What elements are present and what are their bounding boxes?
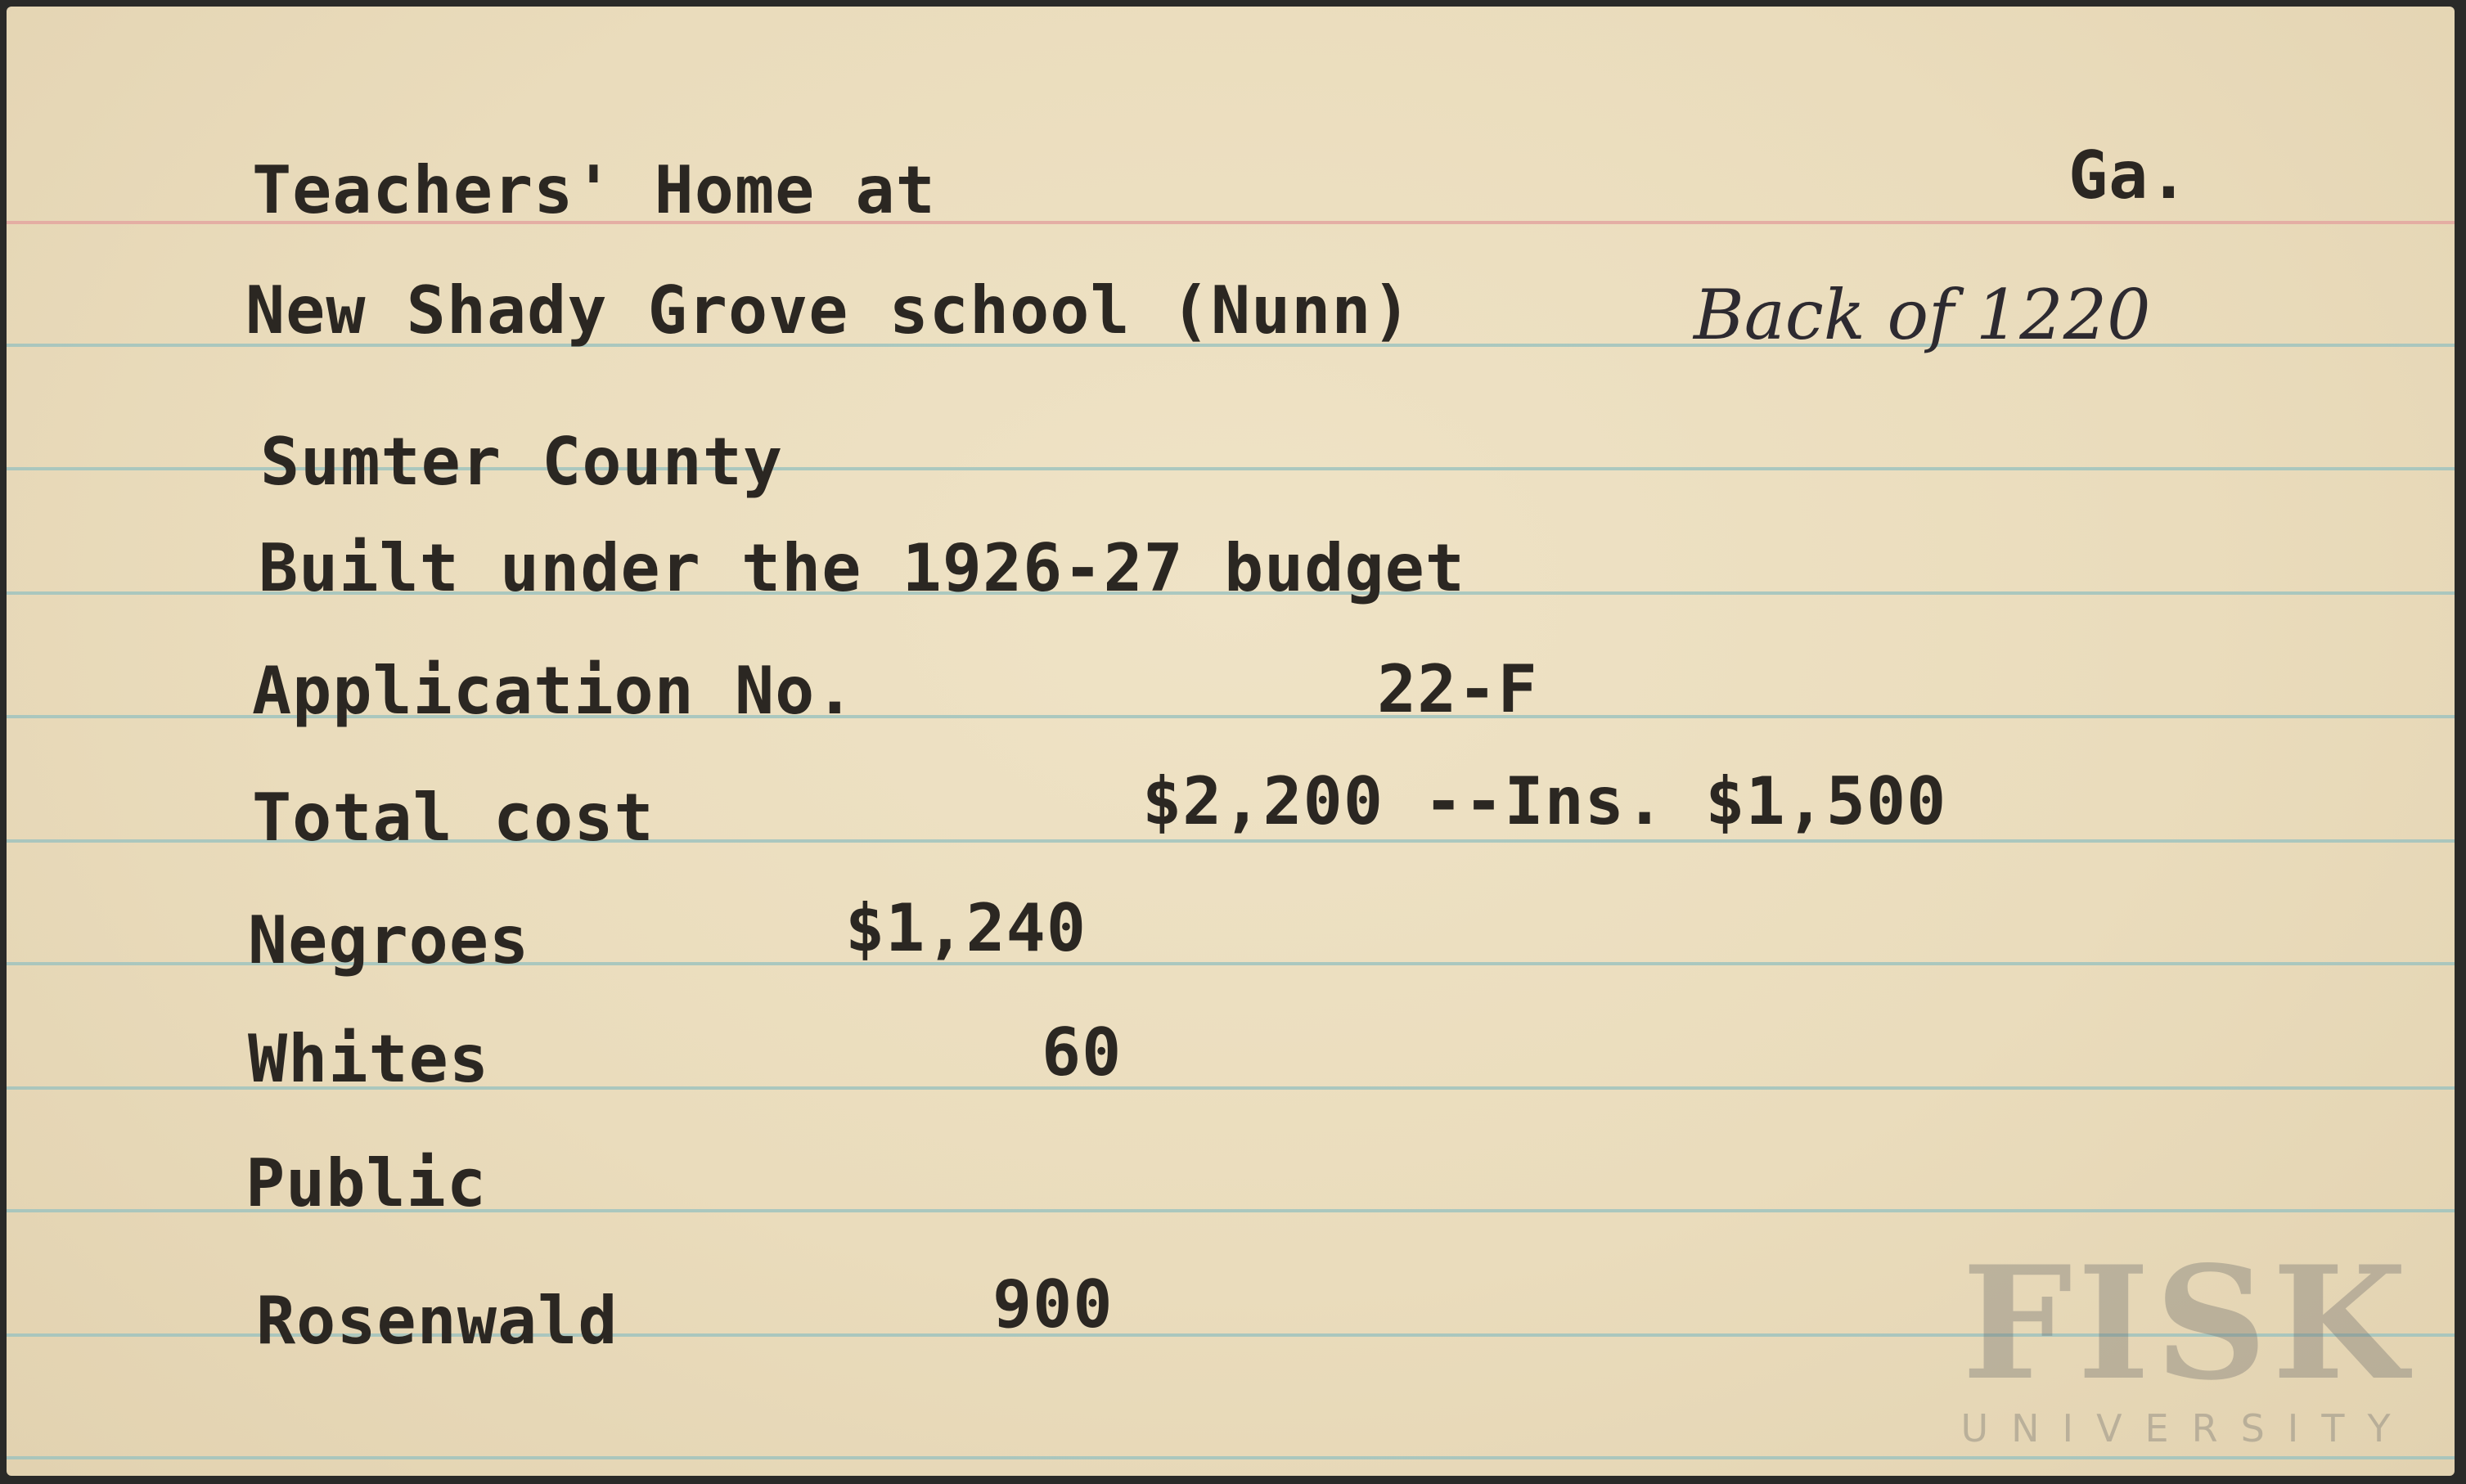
- application-value: 22-F: [1377, 651, 1538, 727]
- logo-subtitle: UNIVERSITY: [1960, 1406, 2414, 1450]
- rosenwald-value: 900: [992, 1266, 1114, 1342]
- total-cost-label: Total cost: [252, 780, 655, 856]
- public-label: Public: [245, 1145, 487, 1221]
- logo-wordmark: FISK: [1961, 1232, 2413, 1414]
- school-name: New Shady Grove school (Nunn): [245, 272, 1412, 349]
- county-name: Sumter County: [260, 424, 784, 500]
- application-label: Application No.: [252, 653, 856, 729]
- negroes-label: Negroes: [248, 902, 530, 978]
- card-heading: Teachers' Home at: [252, 152, 936, 228]
- ruled-line: [7, 1456, 2455, 1459]
- fisk-university-logo: [1946, 1232, 2428, 1450]
- total-cost-value: $2,200 --Ins. $1,500: [1142, 763, 1947, 839]
- index-card: [7, 7, 2455, 1476]
- budget-note: Built under the 1926-27 budget: [259, 530, 1465, 606]
- handwritten-note: Back of 1220: [1694, 275, 2151, 355]
- rosenwald-label: Rosenwald: [256, 1283, 619, 1359]
- negroes-value: $1,240: [845, 890, 1087, 966]
- whites-label: Whites: [248, 1021, 489, 1097]
- state-label: Ga.: [2068, 137, 2189, 214]
- whites-value: 60: [1042, 1014, 1123, 1091]
